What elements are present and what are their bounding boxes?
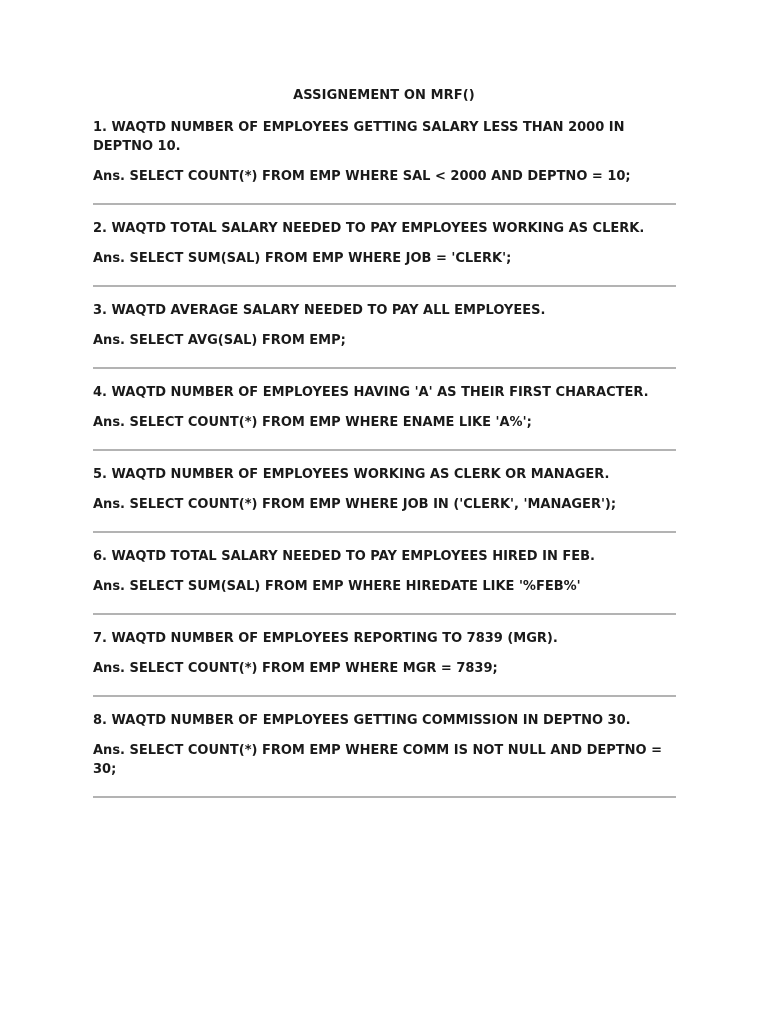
divider	[93, 695, 676, 697]
divider	[93, 613, 676, 615]
question-text: 2. WAQTD TOTAL SALARY NEEDED TO PAY EMPLOYEES WORKING AS CLERK.	[93, 221, 645, 236]
question-list	[93, 118, 676, 812]
question-item-4	[93, 383, 676, 451]
question-text: 5. WAQTD NUMBER OF EMPLOYEES WORKING AS CLERK OR MANAGER.	[93, 467, 610, 482]
answer-text: Ans. SELECT COUNT(*) FROM EMP WHERE SAL < 2000 AND DEPTNO = 10;	[93, 169, 631, 184]
divider	[93, 367, 676, 369]
divider	[93, 285, 676, 287]
question-item-8	[93, 711, 676, 798]
answer-text: Ans. SELECT AVG(SAL) FROM EMP;	[93, 333, 346, 348]
document-title: ASSIGNEMENT ON MRF()	[293, 88, 475, 103]
question-item-6	[93, 547, 676, 615]
divider	[93, 203, 676, 205]
question-item-3	[93, 301, 676, 369]
answer-text: Ans. SELECT COUNT(*) FROM EMP WHERE JOB IN ('CLERK', 'MANAGER');	[93, 497, 617, 512]
question-text: 8. WAQTD NUMBER OF EMPLOYEES GETTING COMMISSION IN DEPTNO 30.	[93, 713, 631, 728]
divider	[93, 796, 676, 798]
question-item-2	[93, 219, 676, 287]
question-item-5	[93, 465, 676, 533]
answer-text: Ans. SELECT SUM(SAL) FROM EMP WHERE HIREDATE LIKE '%FEB%'	[93, 579, 581, 594]
divider	[93, 531, 676, 533]
answer-text: Ans. SELECT COUNT(*) FROM EMP WHERE ENAME LIKE 'A%';	[93, 415, 532, 430]
question-text: 6. WAQTD TOTAL SALARY NEEDED TO PAY EMPLOYEES HIRED IN FEB.	[93, 549, 595, 564]
answer-text: Ans. SELECT COUNT(*) FROM EMP WHERE COMM IS NOT NULL AND DEPTNO = 30;	[93, 743, 662, 777]
question-item-1	[93, 118, 676, 205]
question-text: 3. WAQTD AVERAGE SALARY NEEDED TO PAY ALL EMPLOYEES.	[93, 303, 546, 318]
divider	[93, 449, 676, 451]
question-item-7	[93, 629, 676, 697]
answer-text: Ans. SELECT SUM(SAL) FROM EMP WHERE JOB = 'CLERK';	[93, 251, 512, 266]
question-text: 7. WAQTD NUMBER OF EMPLOYEES REPORTING TO 7839 (MGR).	[93, 631, 558, 646]
answer-text: Ans. SELECT COUNT(*) FROM EMP WHERE MGR = 7839;	[93, 661, 498, 676]
question-text: 4. WAQTD NUMBER OF EMPLOYEES HAVING 'A' AS THEIR FIRST CHARACTER.	[93, 385, 649, 400]
question-text: 1. WAQTD NUMBER OF EMPLOYEES GETTING SALARY LESS THAN 2000 IN DEPTNO 10.	[93, 120, 625, 154]
